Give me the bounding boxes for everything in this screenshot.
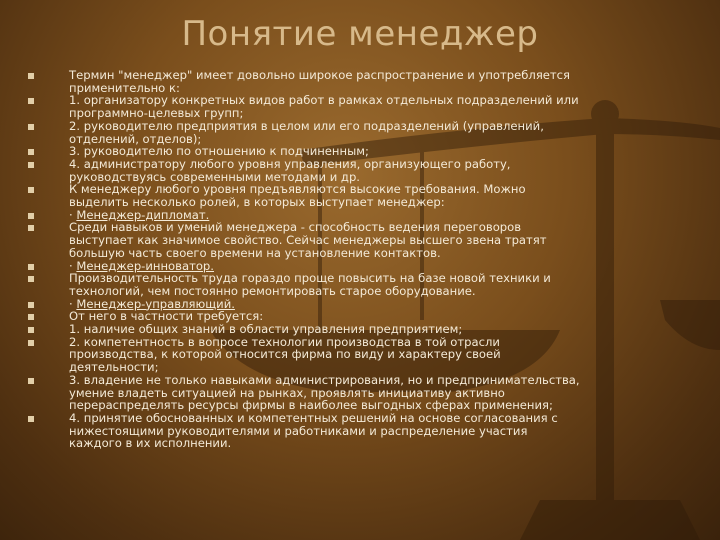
role-prefix: · bbox=[69, 258, 77, 273]
list-item bbox=[28, 374, 710, 412]
role-prefix: · bbox=[69, 296, 77, 311]
item-text: 4. администратору любого уровня управления, организующего работу, руководствуясь современными методами и др. bbox=[69, 156, 511, 184]
list-item bbox=[28, 158, 710, 183]
item-text: К менеджеру любого уровня предъявляются высокие требования. Можно выделить несколько ролей, в которых выступает менеджер: bbox=[69, 182, 526, 210]
item-text: 3. владение не только навыками администрирования, но и предпринимательства, умение владеть ситуацией на рынках, проявлять инициативу активно перераспределять ресурсы фирмы в наиболее выгодных сферах применения; bbox=[69, 372, 580, 413]
list-item bbox=[28, 183, 710, 208]
square-bullet-icon bbox=[28, 213, 34, 219]
role-heading-innovator: Менеджер-инноватор. bbox=[76, 258, 214, 273]
square-bullet-icon bbox=[28, 225, 34, 231]
square-bullet-icon bbox=[28, 416, 34, 422]
content-list bbox=[28, 69, 710, 450]
item-text: 2. руководителю предприятия в целом или его подразделений (управлений, отделений, отделов); bbox=[69, 118, 544, 146]
role-heading-manager: Менеджер-управляющий. bbox=[76, 296, 235, 311]
slide-title: Понятие менеджер bbox=[181, 14, 539, 54]
square-bullet-icon bbox=[28, 187, 34, 193]
square-bullet-icon bbox=[28, 340, 34, 346]
item-text: Термин "менеджер" имеет довольно широкое распространение и употребляется применительно к: bbox=[69, 68, 571, 95]
role-heading-diplomat: Менеджер-дипломат. bbox=[76, 207, 210, 222]
square-bullet-icon bbox=[28, 314, 34, 320]
item-text: Среди навыков и умений менеджера - способность ведения переговоров выступает как значимое свойство. Сейчас менеджеры высшего звена тратят большую часть своего времени на установление контактов. bbox=[69, 220, 547, 260]
square-bullet-icon bbox=[28, 124, 34, 130]
item-text: 2. компетентность в вопросе технологии производства в той отрасли производства, к которой относится фирма по виду и характеру своей деятельности; bbox=[69, 334, 501, 375]
list-item bbox=[28, 69, 710, 94]
item-text: 4. принятие обоснованных и компетентных решений на основе согласования с нижестоящими руководителями и работниками и распределение участия каждого в их исполнении. bbox=[69, 410, 558, 451]
list-item bbox=[28, 120, 710, 145]
list-item bbox=[28, 94, 710, 119]
role-prefix: · bbox=[69, 207, 77, 222]
square-bullet-icon bbox=[28, 98, 34, 104]
square-bullet-icon bbox=[28, 149, 34, 155]
square-bullet-icon bbox=[28, 302, 34, 308]
item-text: От него в частности требуется: bbox=[69, 309, 264, 324]
list-item bbox=[28, 412, 710, 450]
square-bullet-icon bbox=[28, 264, 34, 270]
item-text: Производительность труда гораздо проще повысить на базе новой техники и технологий, чем постоянно ремонтировать старое оборудование. bbox=[69, 271, 551, 298]
item-text: 1. наличие общих знаний в области управления предприятием; bbox=[69, 322, 463, 337]
square-bullet-icon bbox=[28, 73, 34, 79]
list-item bbox=[28, 221, 710, 259]
list-item bbox=[28, 336, 710, 374]
item-text: 3. руководителю по отношению к подчиненным; bbox=[69, 144, 369, 159]
list-item bbox=[28, 272, 710, 297]
square-bullet-icon bbox=[28, 378, 34, 384]
square-bullet-icon bbox=[28, 276, 34, 282]
square-bullet-icon bbox=[28, 162, 34, 168]
item-text: 1. организатору конкретных видов работ в рамках отдельных подразделений или программно-целевых групп; bbox=[69, 93, 579, 121]
square-bullet-icon bbox=[28, 327, 34, 333]
